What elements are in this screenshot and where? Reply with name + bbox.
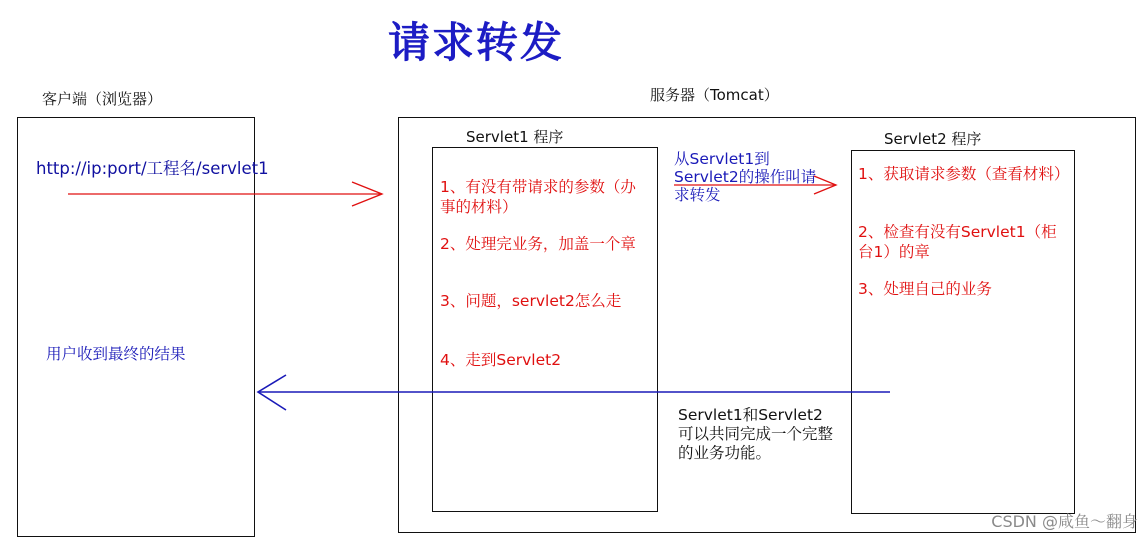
diagram-title: 请求转发 (388, 18, 565, 67)
servlet2-label: Servlet2 程序 (884, 130, 982, 148)
watermark: CSDN @咸鱼～翻身 (991, 512, 1138, 531)
servlet2-step-1: 1、获取请求参数（查看材料） (858, 165, 1070, 183)
servlet1-step-3: 3、问题，servlet2怎么走 (440, 292, 622, 310)
servlet2-step-3: 3、处理自己的业务 (858, 280, 992, 298)
forward-note: 从Servlet1到Servlet2的操作叫请求转发 (674, 150, 817, 204)
servlet1-label: Servlet1 程序 (466, 128, 564, 146)
forward-arrow (674, 176, 836, 194)
request-url: http://ip:port/工程名/servlet1 (36, 159, 269, 178)
response-arrow (258, 375, 890, 410)
servlet1-step-4: 4、走到Servlet2 (440, 351, 562, 369)
client-label: 客户端（浏览器） (42, 90, 163, 108)
final-result-text: 用户收到最终的结果 (46, 345, 186, 363)
servlet1-step-1: 1、有没有带请求的参数（办事的材料） (440, 178, 636, 216)
servlet1-step-2: 2、处理完业务，加盖一个章 (440, 235, 636, 253)
server-label: 服务器（Tomcat） (650, 86, 779, 104)
summary-note: Servlet1和Servlet2可以共同完成一个完整的业务功能。 (678, 406, 834, 462)
servlet2-step-2: 2、检查有没有Servlet1（柜台1）的章 (858, 223, 1057, 261)
request-arrow (68, 182, 382, 206)
